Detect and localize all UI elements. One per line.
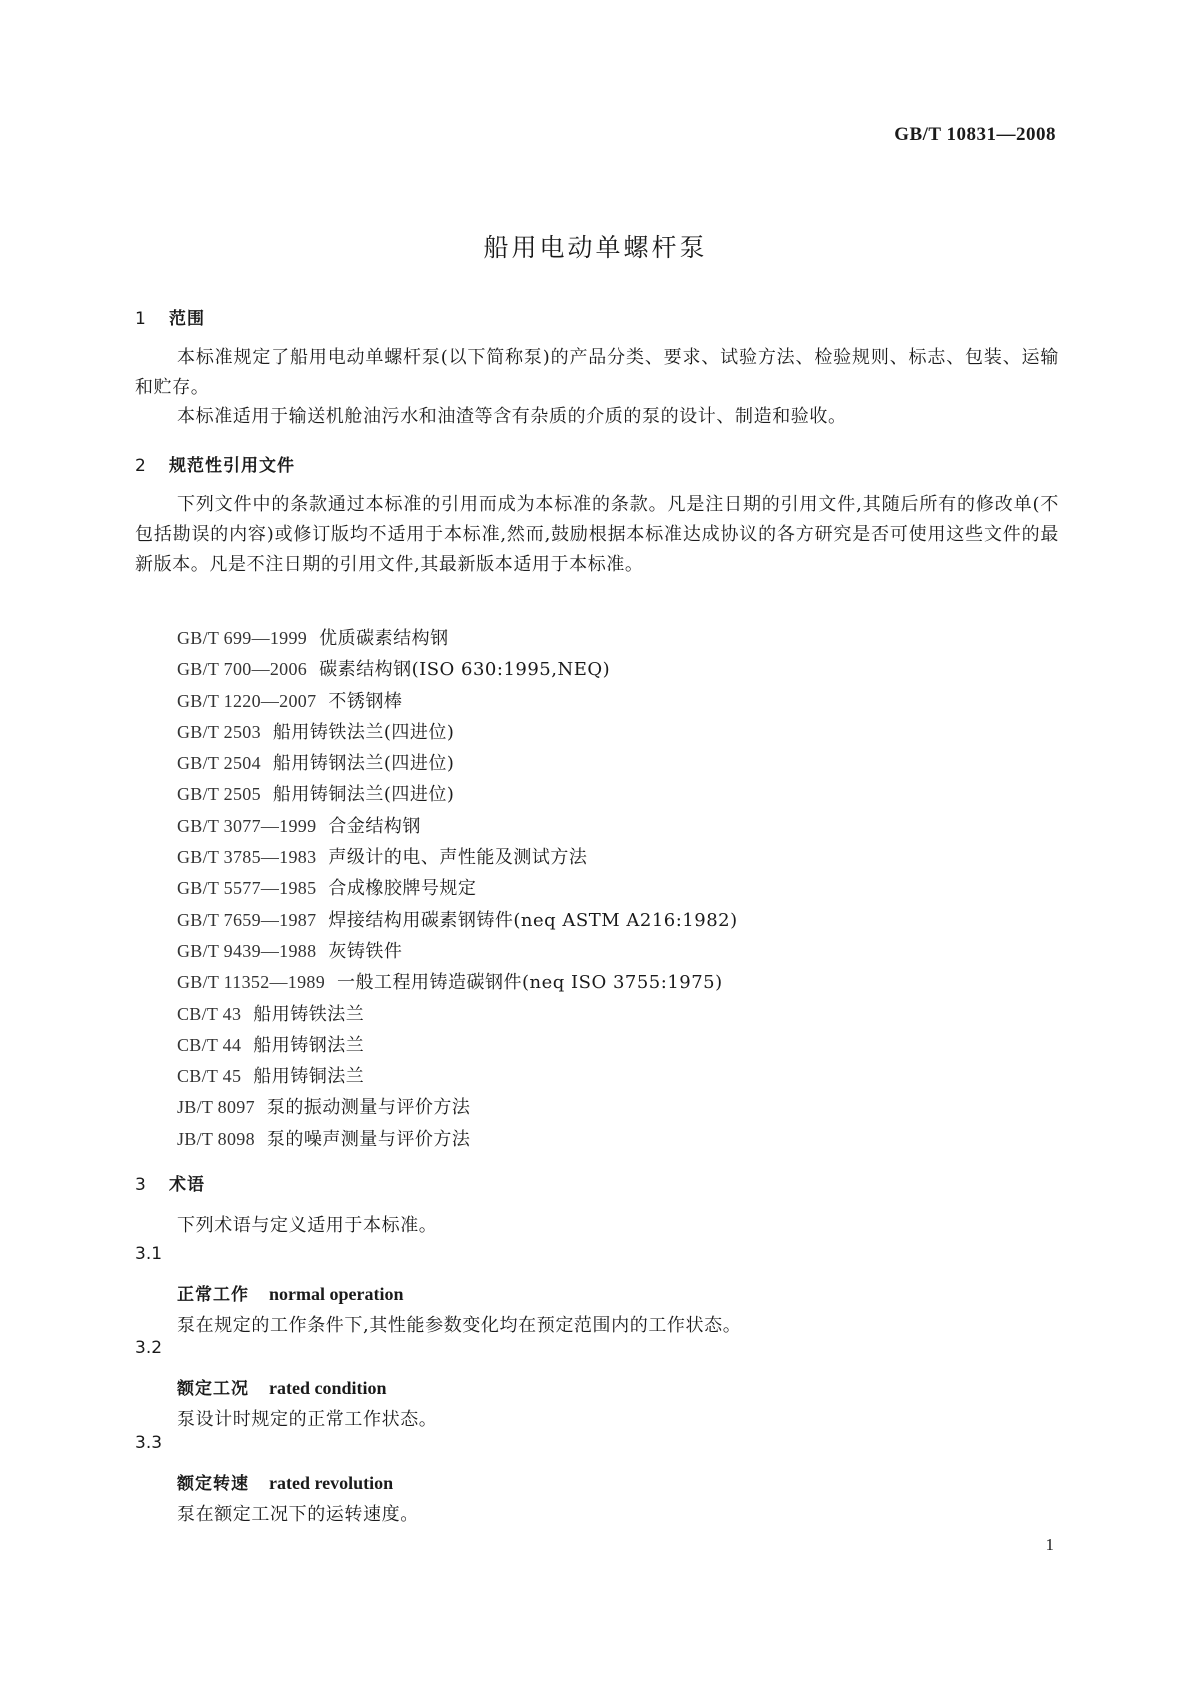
- term-definition: 泵在额定工况下的运转速度。: [177, 1504, 419, 1525]
- list-item: [177, 873, 738, 904]
- reference-code: CB/T 44: [177, 1034, 242, 1055]
- list-item: [177, 654, 738, 685]
- term-heading: [177, 1280, 404, 1305]
- document-title: 船用电动单螺杆泵: [483, 233, 708, 262]
- reference-code: JB/T 8098: [177, 1128, 255, 1149]
- term-name-en: normal operation: [269, 1284, 404, 1304]
- section-3-intro: 下列术语与定义适用于本标准。: [177, 1215, 438, 1236]
- section-number: 2: [135, 456, 147, 476]
- term-heading: [177, 1374, 387, 1399]
- term-number: 3.1: [135, 1244, 163, 1264]
- reference-code: GB/T 1220—2007: [177, 690, 317, 711]
- reference-title: 船用铸钢法兰(四进位): [272, 753, 455, 775]
- reference-code: CB/T 45: [177, 1066, 242, 1087]
- section-title: 范围: [169, 309, 205, 329]
- reference-code: JB/T 8097: [177, 1097, 255, 1118]
- section-1-paragraph-1: 本标准规定了船用电动单螺杆泵(以下简称泵)的产品分类、要求、试验方法、检验规则、标志、包装、运输和贮存。: [135, 347, 1059, 398]
- term-heading: [177, 1469, 393, 1494]
- reference-code: GB/T 2504: [177, 753, 261, 774]
- reference-code: GB/T 11352—1989: [177, 972, 326, 993]
- list-item: [177, 686, 738, 717]
- reference-title: 船用铸铜法兰(四进位): [272, 784, 455, 806]
- list-item: [177, 1061, 738, 1092]
- term-definition: 泵设计时规定的正常工作状态。: [177, 1409, 438, 1430]
- list-item: [177, 936, 738, 967]
- reference-title: 灰铸铁件: [328, 940, 403, 962]
- reference-title: 泵的噪声测量与评价方法: [266, 1128, 471, 1150]
- term-name-en: rated revolution: [269, 1473, 394, 1493]
- section-2-heading: [135, 451, 295, 476]
- section-number: 3: [135, 1175, 147, 1195]
- normative-references-list: [177, 623, 738, 1155]
- section-1-heading: [135, 304, 205, 329]
- reference-title: 合金结构钢: [328, 815, 421, 837]
- list-item: [177, 999, 738, 1030]
- reference-title: 合成橡胶牌号规定: [328, 878, 477, 900]
- reference-code: CB/T 43: [177, 1003, 242, 1024]
- section-1-paragraph-2: 本标准适用于输送机舱油污水和油渣等含有杂质的介质的泵的设计、制造和验收。: [177, 406, 847, 427]
- reference-code: GB/T 7659—1987: [177, 909, 317, 930]
- reference-code: GB/T 700—2006: [177, 659, 308, 680]
- list-item: [177, 811, 738, 842]
- standard-code: GB/T 10831—2008: [894, 124, 1056, 145]
- section-title: 术语: [169, 1175, 205, 1195]
- reference-title: 声级计的电、声性能及测试方法: [328, 847, 588, 869]
- reference-title: 船用铸铁法兰: [253, 1003, 365, 1025]
- reference-code: GB/T 5577—1985: [177, 878, 317, 899]
- term-name-zh: 正常工作: [177, 1285, 249, 1305]
- section-3-heading: [135, 1170, 205, 1195]
- list-item: [177, 1124, 738, 1155]
- reference-title: 一般工程用铸造碳钢件(neq ISO 3755:1975): [337, 972, 723, 994]
- reference-title: 船用铸铁法兰(四进位): [272, 721, 455, 743]
- list-item: [177, 967, 738, 998]
- reference-title: 船用铸钢法兰: [253, 1034, 365, 1056]
- list-item: [177, 842, 738, 873]
- term-name-zh: 额定转速: [177, 1474, 249, 1494]
- reference-title: 碳素结构钢(ISO 630:1995,NEQ): [319, 659, 611, 681]
- section-title: 规范性引用文件: [169, 456, 295, 476]
- reference-title: 泵的振动测量与评价方法: [266, 1097, 471, 1119]
- reference-code: GB/T 2505: [177, 784, 261, 805]
- section-number: 1: [135, 309, 147, 329]
- list-item: [177, 1092, 738, 1123]
- list-item: [177, 1030, 738, 1061]
- term-name-zh: 额定工况: [177, 1379, 249, 1399]
- reference-title: 焊接结构用碳素钢铸件(neq ASTM A216:1982): [328, 909, 738, 931]
- term-number: 3.3: [135, 1433, 163, 1453]
- reference-code: GB/T 3785—1983: [177, 847, 317, 868]
- reference-code: GB/T 2503: [177, 721, 261, 742]
- section-2-intro: 下列文件中的条款通过本标准的引用而成为本标准的条款。凡是注日期的引用文件,其随后所有的修改单(不包括勘误的内容)或修订版均不适用于本标准,然而,鼓励根据本标准达成协议的各方研究是否可使用这些文件的最新版本。凡是不注日期的引用文件,其最新版本适用于本标准。: [135, 494, 1059, 575]
- list-item: [177, 748, 738, 779]
- list-item: [177, 717, 738, 748]
- term-name-en: rated condition: [269, 1378, 387, 1398]
- list-item: [177, 623, 738, 654]
- reference-title: 不锈钢棒: [328, 690, 403, 712]
- reference-code: GB/T 9439—1988: [177, 940, 317, 961]
- reference-title: 优质碳素结构钢: [319, 628, 449, 649]
- term-definition: 泵在规定的工作条件下,其性能参数变化均在预定范围内的工作状态。: [177, 1315, 742, 1336]
- list-item: [177, 905, 738, 936]
- page-number: 1: [1045, 1535, 1054, 1554]
- term-number: 3.2: [135, 1338, 163, 1358]
- reference-code: GB/T 699—1999: [177, 628, 308, 648]
- reference-title: 船用铸铜法兰: [253, 1066, 365, 1088]
- reference-code: GB/T 3077—1999: [177, 815, 317, 836]
- list-item: [177, 779, 738, 810]
